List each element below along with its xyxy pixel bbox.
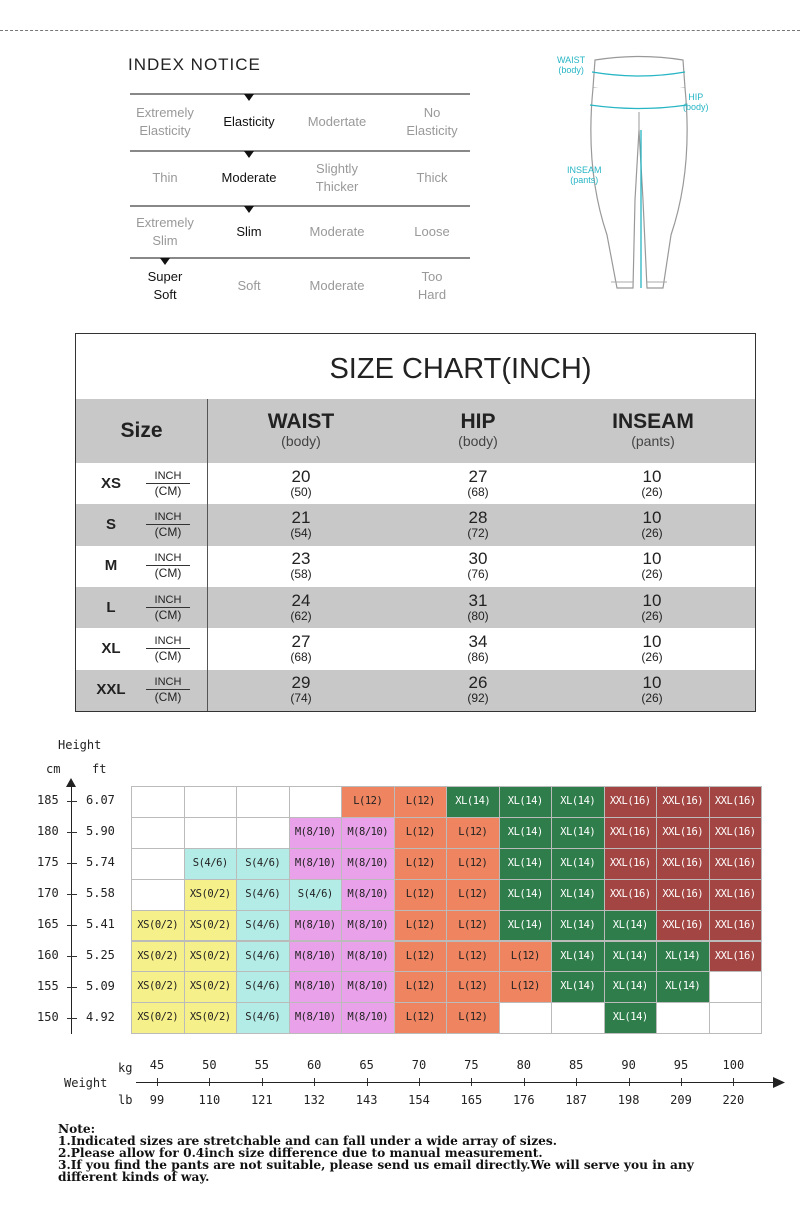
size-grid-cell [236,786,290,818]
size-grid-cell: XXL(16) [656,910,710,942]
size-grid-cell: M(8/10) [289,910,343,942]
value-inch: 24 [291,590,311,610]
value-inch: 21 [291,507,311,527]
inseam-column-header [573,411,733,449]
notice-cell: Modertate [307,114,367,129]
size-grid-cell: XS(0/2) [131,971,185,1003]
size-chart-value [241,551,361,581]
size-grid-cell: L(12) [446,910,500,942]
value-cm: (26) [641,484,663,499]
size-grid-cell [131,817,185,849]
size-grid-cell: XL(14) [551,971,605,1003]
weight-axis-arrow-icon [773,1077,785,1088]
size-chart-title: SIZE CHART(INCH) [329,353,592,385]
weight-kg-tick-label: 55 [254,1058,270,1072]
size-label: S [105,515,116,533]
waist-label-text: WAIST [557,55,586,65]
size-grid-cell: XXL(16) [604,786,658,818]
value-inch: 10 [642,466,662,486]
notice-cell: Thick [416,170,448,185]
notice-cell: Elasticity [223,114,275,129]
value-cm: (72) [467,525,489,540]
size-chart-row [76,463,755,504]
height-axis-label: Height [58,738,102,752]
size-chart-value [241,590,361,623]
size-chart-row [76,670,755,711]
value-inch: 27 [291,631,311,651]
selection-arrow-icon [244,206,254,213]
size-grid-cell: XS(0/2) [184,971,238,1003]
size-grid-cell: S(4/6) [236,910,290,942]
size-grid-cell: XL(14) [551,786,605,818]
cm-unit-label: cm [46,762,61,776]
size-grid-cell: L(12) [394,817,448,849]
size-grid-cell: XS(0/2) [131,910,185,942]
value-inch: 26 [468,673,488,693]
height-ft-tick-label: 5.41 [86,917,115,932]
size-grid-cell: XXL(16) [709,817,763,849]
size-grid-cell [131,879,185,911]
value-inch: 29 [291,673,311,693]
size-grid-cell: XL(14) [551,941,605,973]
waist-column-header [221,411,381,449]
size-grid-cell: M(8/10) [341,910,395,942]
weight-axis-line [136,1082,776,1083]
size-chart-row [76,628,755,669]
weight-kg-tick-label: 100 [722,1058,745,1072]
size-chart-value [418,631,538,664]
notice-cell: Too Hard [417,269,447,302]
height-ft-tick-label: 5.58 [86,886,115,901]
note-line-3: 3.If you find the pants are not suitable, please send us email directly.We will serve you in any [58,1158,694,1172]
value-cm: (86) [467,649,489,664]
size-grid-cell [551,1002,605,1034]
height-cm-tick-label: 170 [37,886,59,901]
size-grid-cell: XXL(16) [656,848,710,880]
weight-kg-tick-label: 50 [202,1058,217,1072]
unit-inch: INCH [146,634,190,649]
value-inch: 10 [642,673,662,693]
hip-header-sub: (body) [458,433,498,449]
size-grid-cell [289,786,343,818]
size-grid-cell: L(12) [446,879,500,911]
unit-inch: INCH [146,675,190,690]
size-grid-cell: XL(14) [551,848,605,880]
notice-divider [130,93,470,95]
weight-lb-tick-label: 110 [198,1093,221,1107]
size-grid-cell: XXL(16) [604,817,658,849]
weight-lb-tick-label: 143 [355,1093,378,1107]
value-cm: (76) [467,567,489,582]
index-notice-title: INDEX NOTICE [128,55,261,74]
leggings-figure [555,50,725,305]
size-grid-cell: XL(14) [499,786,553,818]
weight-lb-tick-label: 165 [460,1093,483,1107]
unit-cm: (CM) [154,690,182,705]
size-grid-cell: XXL(16) [709,848,763,880]
height-tick [67,956,77,957]
inseam-header-sub: (pants) [631,433,675,449]
size-label: XS [100,474,121,492]
unit-inch: INCH [146,469,190,484]
kg-unit-label: kg [118,1061,133,1075]
value-cm: (58) [290,567,312,582]
size-grid-cell: L(12) [499,971,553,1003]
weight-kg-tick-label: 45 [149,1058,165,1072]
waist-header-sub: (body) [281,433,321,449]
height-tick [67,925,77,926]
weight-kg-tick-label: 80 [516,1058,532,1072]
size-grid-cell: S(4/6) [289,879,343,911]
size-grid-cell [184,817,238,849]
size-grid-cell: XL(14) [499,817,553,849]
size-column-header: Size [76,399,208,463]
size-chart-row [76,504,755,545]
unit-inch: INCH [146,510,190,525]
size-grid-cell [709,1002,763,1034]
value-cm: (50) [290,484,312,499]
lb-unit-label: lb [118,1093,133,1107]
inseam-label [567,165,602,185]
size-label: L [106,598,116,616]
selection-arrow-icon [244,151,254,158]
value-cm: (68) [290,649,312,664]
size-grid-cell: XXL(16) [709,786,763,818]
notice-divider [130,205,470,207]
size-grid-cell: L(12) [394,941,448,973]
size-grid-cell: L(12) [394,971,448,1003]
unit-legend [146,510,190,539]
weight-kg-tick-label: 60 [306,1058,322,1072]
notice-divider [130,257,470,259]
size-grid-cell: XXL(16) [604,879,658,911]
size-chart-value [241,466,361,499]
unit-legend [146,634,190,663]
notice-cell: Slightly Thicker [315,161,359,194]
notice-cell: Moderate [309,224,365,239]
weight-lb-tick-label: 99 [149,1093,165,1107]
height-cm-tick-label: 155 [37,978,59,993]
hip-sub-text: (body) [683,102,709,112]
size-grid-cell: XS(0/2) [131,941,185,973]
notes-section [58,1123,778,1183]
notice-cell: No Elasticity [406,105,458,138]
height-cm-tick-label: 150 [37,1009,59,1024]
height-cm-tick-label: 165 [37,917,59,932]
notice-cell: Extremely Elasticity [136,105,194,138]
unit-cm: (CM) [154,483,182,498]
notice-cell: Moderate [221,170,277,185]
waist-header-main: WAIST [267,410,335,433]
size-grid-cell: XS(0/2) [184,941,238,973]
hip-column-header [398,411,558,449]
unit-legend [146,551,190,580]
size-grid-cell: L(12) [446,971,500,1003]
note-line-1: 1.Indicated sizes are stretchable and can fall under a wide array of sizes. [58,1134,557,1148]
weight-lb-tick-label: 198 [617,1093,640,1107]
hip-header-main: HIP [460,410,496,433]
size-grid-cell: XXL(16) [656,786,710,818]
size-chart-value [418,551,538,581]
inseam-label-text: INSEAM [567,165,602,175]
value-cm: (74) [290,691,312,706]
height-cm-tick-label: 160 [37,947,59,962]
weight-lb-tick-label: 121 [250,1093,273,1107]
size-chart-value [592,507,712,540]
value-inch: 31 [468,590,488,610]
size-chart-value [592,466,712,499]
size-grid-cell [184,786,238,818]
unit-legend [146,593,190,622]
value-inch: 10 [642,549,662,569]
unit-cm: (CM) [154,607,182,622]
size-grid-cell: XS(0/2) [184,910,238,942]
size-chart-value [592,631,712,664]
notice-cell: Extremely Slim [136,215,194,248]
value-cm: (26) [641,525,663,540]
size-grid-cell: M(8/10) [341,879,395,911]
notice-cell: Loose [414,224,450,239]
value-cm: (26) [641,608,663,623]
size-chart-value [418,466,538,499]
notice-divider [130,150,470,152]
size-label: XL [101,639,121,657]
weight-lb-tick-label: 209 [670,1093,692,1107]
size-grid-cell: XXL(16) [709,941,763,973]
size-grid-cell: M(8/10) [289,971,343,1003]
value-cm: (26) [641,649,663,664]
waist-sub-text: (body) [558,65,584,75]
size-grid-cell: L(12) [394,879,448,911]
size-grid-cell: XL(14) [656,941,710,973]
size-chart-value [418,507,538,540]
value-inch: 30 [468,549,488,569]
size-grid-cell [656,1002,710,1034]
height-ft-tick-label: 4.92 [86,1009,115,1024]
weight-kg-tick-label: 85 [568,1058,584,1072]
weight-kg-tick-label: 95 [673,1058,689,1072]
value-cm: (92) [467,691,489,706]
hip-label [683,92,709,112]
size-grid-cell: L(12) [446,941,500,973]
size-grid-cell: XS(0/2) [184,879,238,911]
value-cm: (26) [641,691,663,706]
size-grid-cell: L(12) [394,910,448,942]
size-grid-cell: XS(0/2) [131,1002,185,1034]
notice-cell: Thin [152,170,178,185]
value-cm: (26) [641,567,663,582]
value-inch: 10 [642,507,662,527]
weight-lb-tick-label: 132 [303,1093,326,1107]
size-grid-cell [499,1002,553,1034]
size-grid-cell: XL(14) [656,971,710,1003]
size-grid-cell: XL(14) [604,971,658,1003]
size-grid-cell: S(4/6) [236,941,290,973]
height-ft-tick-label: 5.74 [86,855,115,870]
unit-cm: (CM) [154,648,182,663]
height-ft-tick-label: 5.90 [86,824,115,839]
height-tick [67,1018,77,1019]
weight-kg-tick-label: 90 [621,1058,636,1072]
size-grid-cell: L(12) [446,848,500,880]
size-chart-value [418,590,538,623]
size-grid-cell: M(8/10) [289,817,343,849]
value-cm: (68) [467,484,489,499]
size-grid-cell: M(8/10) [341,1002,395,1034]
size-grid-cell: L(12) [341,786,395,818]
height-tick [67,863,77,864]
size-grid-cell: S(4/6) [236,879,290,911]
value-inch: 28 [468,507,488,527]
size-chart-value [592,551,712,581]
size-grid-cell: XL(14) [499,879,553,911]
size-grid-cell: L(12) [446,1002,500,1034]
height-cm-tick-label: 175 [37,855,59,870]
size-label: XXL [96,681,126,699]
weight-kg-tick-label: 75 [464,1058,479,1072]
height-cm-tick-label: 185 [37,793,59,808]
height-cm-tick-label: 180 [37,824,59,839]
size-grid-cell: S(4/6) [236,971,290,1003]
inseam-header-main: INSEAM [612,410,694,433]
size-chart-row [76,587,755,628]
unit-inch: INCH [146,593,190,608]
size-grid-cell: M(8/10) [341,971,395,1003]
size-grid-cell: XL(14) [499,910,553,942]
inseam-sub-text: (pants) [570,175,599,185]
weight-lb-tick-label: 176 [512,1093,535,1107]
size-grid-cell [131,786,185,818]
value-inch: 23 [291,549,311,569]
size-grid-cell: XL(14) [551,879,605,911]
size-grid-cell: XL(14) [499,848,553,880]
size-grid-cell: M(8/10) [289,848,343,880]
note-line-2: 2.Please allow for 0.4inch size difference due to manual measurement. [58,1146,543,1160]
height-axis-line [71,786,72,1034]
size-chart-value [592,675,712,705]
selection-arrow-icon [244,94,254,101]
size-grid-cell: XXL(16) [709,910,763,942]
weight-axis-label: Weight [64,1076,108,1090]
height-tick [67,832,77,833]
size-chart-header-row [76,399,755,463]
size-column-divider [207,463,208,711]
weight-lb-tick-label: 220 [722,1093,745,1107]
size-grid-cell: M(8/10) [341,848,395,880]
value-cm: (80) [467,608,489,623]
weight-kg-tick-label: 65 [359,1058,374,1072]
size-grid-cell [236,817,290,849]
size-grid-cell: XL(14) [551,817,605,849]
size-grid-cell: XXL(16) [656,817,710,849]
size-grid-cell [131,848,185,880]
size-grid-cell: XL(14) [551,910,605,942]
size-grid-cell: XXL(16) [604,848,658,880]
size-grid-cell: L(12) [499,941,553,973]
size-chart-value [241,675,361,705]
height-tick [67,987,77,988]
size-chart-value [592,590,712,623]
size-grid-cell: M(8/10) [341,941,395,973]
size-grid-cell: L(12) [394,848,448,880]
value-cm: (54) [290,525,312,540]
weight-lb-tick-label: 187 [565,1093,588,1107]
size-grid-cell: L(12) [394,1002,448,1034]
size-grid-cell: XL(14) [604,1002,658,1034]
height-tick [67,894,77,895]
size-grid-cell: L(12) [446,817,500,849]
value-inch: 10 [642,590,662,610]
note-line-4: different kinds of way. [58,1170,210,1184]
value-inch: 20 [291,466,311,486]
notice-cell: Soft [237,278,261,293]
size-grid-cell: XS(0/2) [184,1002,238,1034]
hip-label-text: HIP [688,92,704,102]
value-inch: 10 [642,631,662,651]
notice-cell: Super Soft [147,269,183,302]
size-chart-table [75,333,756,712]
unit-legend [146,469,190,498]
value-inch: 34 [468,631,488,651]
height-ft-tick-label: 5.09 [86,978,115,993]
size-grid-cell [709,971,763,1003]
size-grid-cell: M(8/10) [289,941,343,973]
size-chart-value [241,507,361,540]
unit-legend [146,675,190,704]
value-cm: (62) [290,608,312,623]
value-inch: 27 [468,466,488,486]
notice-cell: Moderate [309,278,365,293]
unit-cm: (CM) [154,566,182,581]
notes-title: Note: [58,1122,96,1136]
size-label: M [104,557,118,575]
size-grid-cell: M(8/10) [289,1002,343,1034]
size-chart-value [418,675,538,705]
height-ft-tick-label: 6.07 [86,793,115,808]
weight-lb-tick-label: 154 [408,1093,430,1107]
weight-kg-tick-label: 70 [411,1058,427,1072]
size-grid-cell: L(12) [394,786,448,818]
unit-inch: INCH [146,551,190,566]
size-grid-cell: XL(14) [446,786,500,818]
size-grid-cell: XXL(16) [656,879,710,911]
waist-label [557,55,585,75]
size-grid-cell: XXL(16) [709,879,763,911]
unit-cm: (CM) [154,524,182,539]
size-grid-cell: S(4/6) [236,848,290,880]
height-ft-tick-label: 5.25 [86,947,115,962]
selection-arrow-icon [160,258,170,265]
size-grid-cell: S(4/6) [184,848,238,880]
height-tick [67,801,77,802]
size-grid-cell: XL(14) [604,910,658,942]
size-grid-cell: S(4/6) [236,1002,290,1034]
size-grid-cell: XL(14) [604,941,658,973]
top-dashed-divider [0,30,800,31]
size-grid-cell: M(8/10) [341,817,395,849]
size-chart-value [241,631,361,664]
size-chart-row [76,546,755,587]
ft-unit-label: ft [92,762,107,776]
notice-cell: Slim [236,224,262,239]
